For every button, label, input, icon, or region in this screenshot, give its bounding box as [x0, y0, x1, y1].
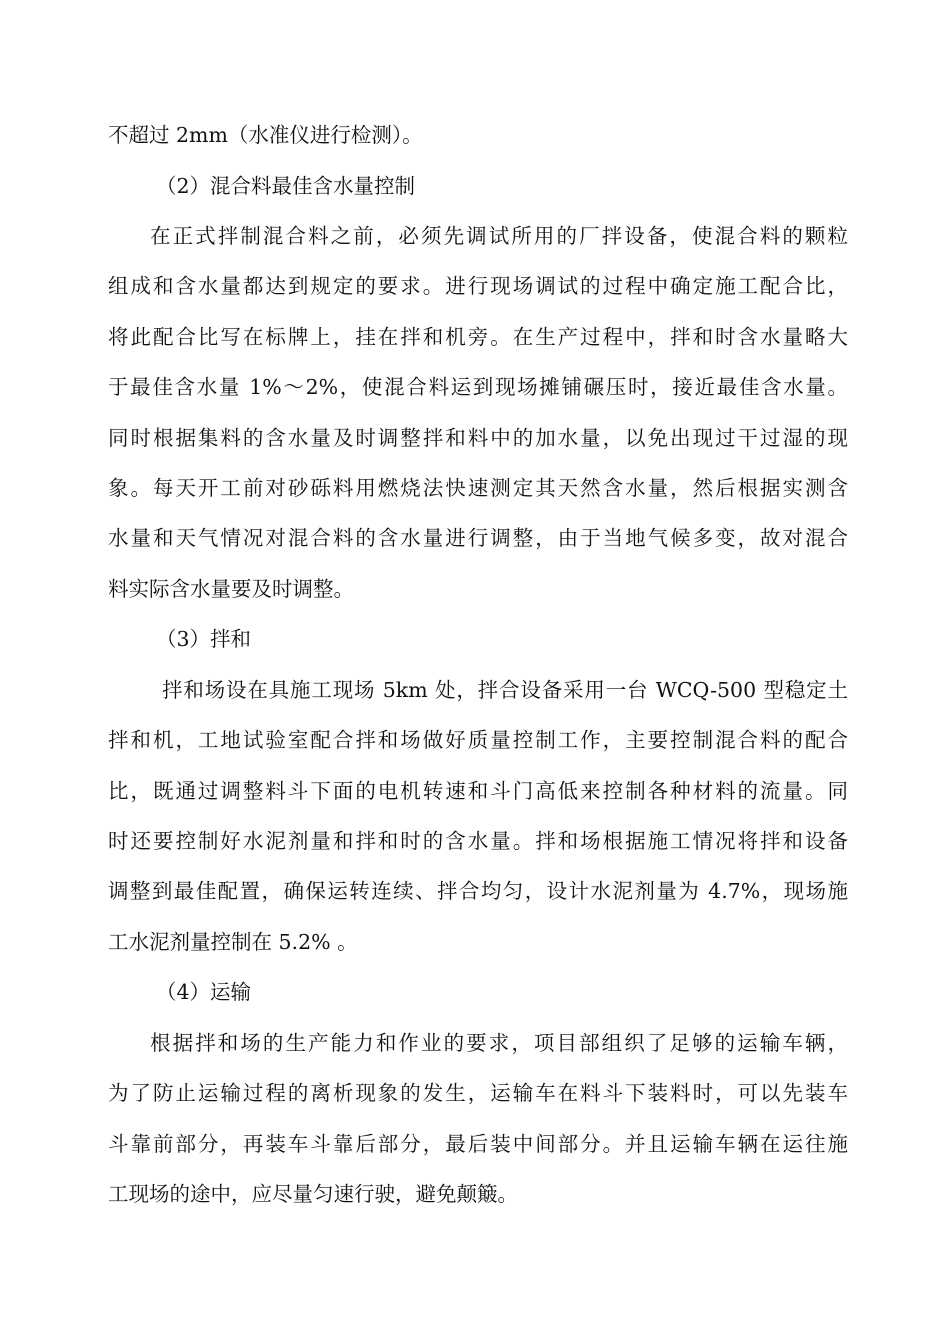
paragraph-line: 比，既通过调整料斗下面的电机转速和斗门高低来控制各种材料的流量。同 [108, 779, 848, 803]
text-line: 不超过 2mm（水准仪进行检测）。 [108, 123, 423, 147]
paragraph-line: 拌和场设在具施工现场 5km 处，拌合设备采用一台 WCQ-500 型稳定土 [162, 678, 848, 702]
paragraph-line: 于最佳含水量 1%～2%，使混合料运到现场摊铺碾压时，接近最佳含水量。 [108, 375, 848, 399]
paragraph-line: 工现场的途中，应尽量匀速行驶，避免颠簸。 [108, 1182, 518, 1206]
paragraph-line: 组成和含水量都达到规定的要求。进行现场调试的过程中确定施工配合比， [108, 274, 848, 298]
section-heading: （3）拌和 [156, 627, 252, 651]
paragraph-line: 根据拌和场的生产能力和作业的要求，项目部组织了足够的运输车辆， [150, 1031, 848, 1055]
paragraph-line: 时还要控制好水泥剂量和拌和时的含水量。拌和场根据施工情况将拌和设备 [108, 829, 848, 853]
paragraph-line: 在正式拌制混合料之前，必须先调试所用的厂拌设备，使混合料的颗粒 [150, 224, 848, 248]
paragraph-line: 工水泥剂量控制在 5.2% 。 [108, 930, 358, 954]
paragraph-line: 斗靠前部分，再装车斗靠后部分，最后装中间部分。并且运输车辆在运往施 [108, 1132, 848, 1156]
paragraph-line: 为了防止运输过程的离析现象的发生，运输车在料斗下装料时，可以先装车 [108, 1081, 848, 1105]
paragraph-line: 水量和天气情况对混合料的含水量进行调整，由于当地气候多变，故对混合 [108, 526, 848, 550]
paragraph-line: 将此配合比写在标牌上，挂在拌和机旁。在生产过程中，拌和时含水量略大 [108, 325, 848, 349]
paragraph-line: 同时根据集料的含水量及时调整拌和料中的加水量，以免出现过干过湿的现 [108, 426, 848, 450]
paragraph-line: 调整到最佳配置，确保运转连续、拌合均匀，设计水泥剂量为 4.7%，现场施 [108, 879, 848, 903]
section-heading: （4）运输 [156, 980, 252, 1004]
paragraph-line: 料实际含水量要及时调整。 [108, 577, 354, 601]
paragraph-line: 拌和机，工地试验室配合拌和场做好质量控制工作，主要控制混合料的配合 [108, 728, 848, 752]
section-heading: （2）混合料最佳含水量控制 [156, 174, 416, 198]
paragraph-line: 象。每天开工前对砂砾料用燃烧法快速测定其天然含水量，然后根据实测含 [108, 476, 848, 500]
